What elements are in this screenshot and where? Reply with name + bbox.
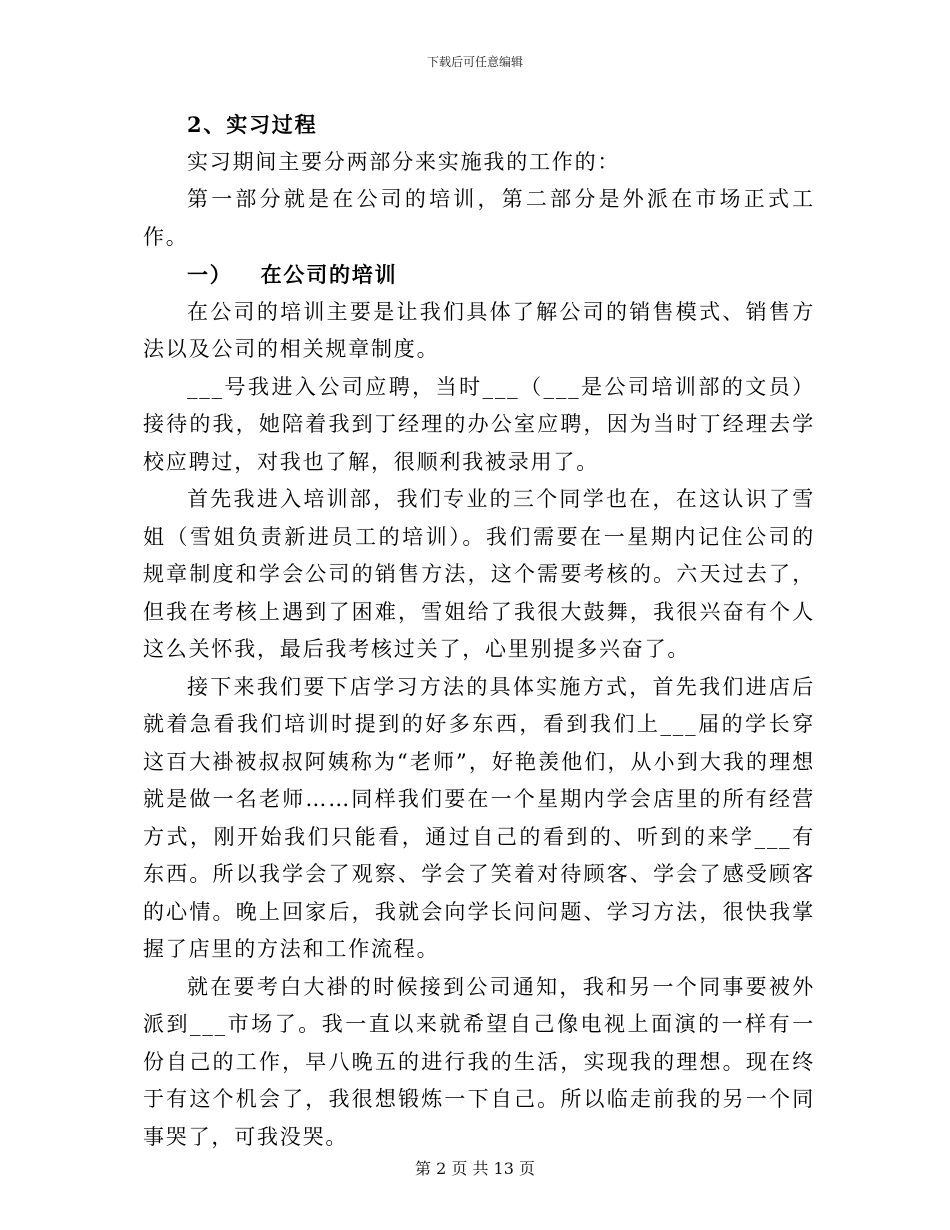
paragraph: 就在要考白大褂的时候接到公司通知，我和另一个同事要被外派到___市场了。我一直以来就希望自己像电视上面演的一样有一份自己的工作，早八晚五的进行我的生活，实现我的理想。现在终于有这个机会了，我很想锻炼一下自己。所以临走前我的另一个同事哭了，可我没哭。 [143,974,815,1149]
paragraph: 在公司的培训主要是让我们具体了解公司的销售模式、销售方法以及公司的相关规章制度。 [143,299,815,361]
paragraph: 首先我进入培训部，我们专业的三个同学也在，在这认识了雪姐（雪姐负责新进员工的培训）。我们需要在一星期内记住公司的规章制度和学会公司的销售方法，这个需要考核的。六天过去了，但我在考核上遇到了困难，雪姐给了我很大鼓舞，我很兴奋有个人这么关怀我，最后我考核过关了，心里别提多兴奋了。 [143,487,815,661]
intro-line-2: 第一部分就是在公司的培训，第二部分是外派在市场正式工作。 [143,187,815,249]
page-number: 第 2 页 共 13 页 [415,1159,535,1178]
paragraph: ___号我进入公司应聘，当时___（___是公司培训部的文员）接待的我，她陪着我到丁经理的办公室应聘，因为当时丁经理去学校应聘过，对我也了解，很顺利我被录用了。 [143,374,815,474]
section-heading: 2、实习过程 [187,112,318,137]
document-body [143,106,815,1156]
subsection-marker: 一） [187,262,233,287]
intro-line-1: 实习期间主要分两部分来实施我的工作的： [187,149,621,174]
subsection-heading [143,256,815,294]
paragraph: 接下来我们要下店学习方法的具体实施方式，首先我们进店后就着急看我们培训时提到的好多东西，看到我们上___届的学长穿这百大褂被叔叔阿姨称为“老师”，好艳羡他们，从小到大我的理想就是做一名老师……同样我们要在一个星期内学会店里的所有经营方式，刚开始我们只能看，通过自己的看到的、听到的来学___有东西。所以我学会了观察、学会了笑着对待顾客、学会了感受顾客的心情。晚上回家后，我就会向学长问问题、学习方法，很快我掌握了店里的方法和工作流程。 [143,674,815,961]
header-note: 下载后可任意编辑 [426,55,523,69]
subsection-title: 在公司的培训 [260,262,398,287]
